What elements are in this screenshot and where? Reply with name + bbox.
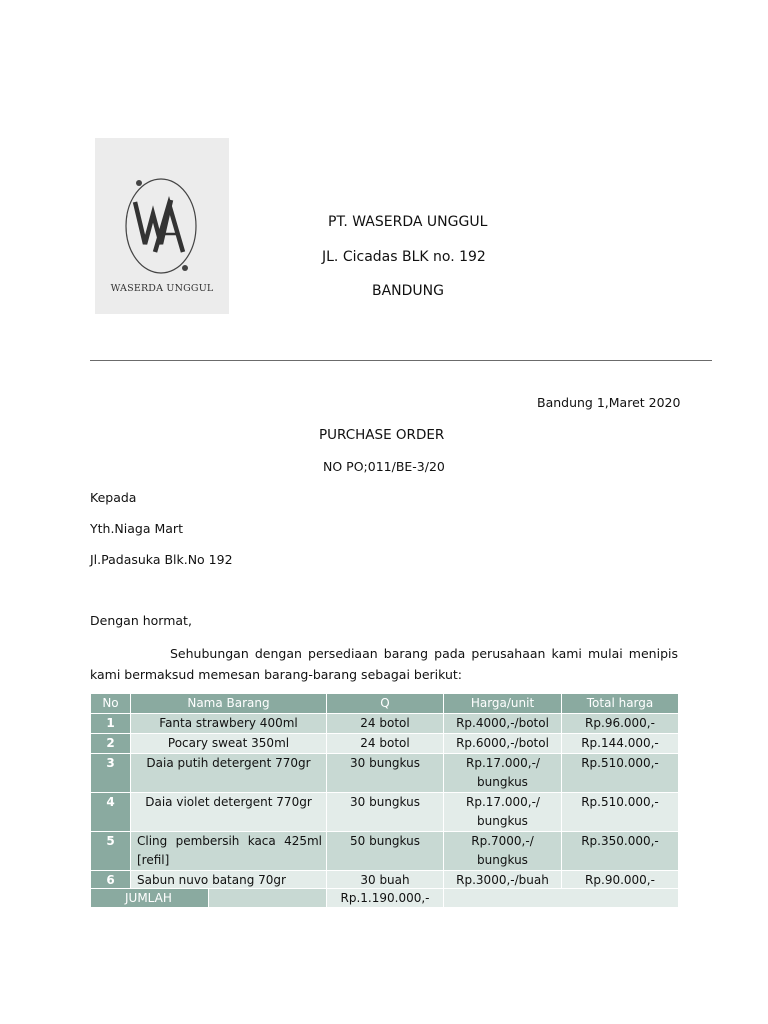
row-qty: 24 botol	[327, 714, 444, 734]
table-row	[91, 793, 679, 832]
header-total: Total harga	[562, 694, 679, 714]
row-name: Pocary sweat 350ml	[131, 734, 327, 754]
row-price: Rp.17.000,-/ bungkus	[444, 754, 562, 793]
header-name: Nama Barang	[131, 694, 327, 714]
row-total: Rp.144.000,-	[562, 734, 679, 754]
recipient-name: Yth.Niaga Mart	[90, 521, 183, 536]
sum-row	[91, 889, 679, 908]
sum-label: JUMLAH	[91, 889, 209, 908]
row-no: 5	[91, 832, 131, 871]
document-title: PURCHASE ORDER	[319, 427, 445, 443]
row-name: Daia putih detergent 770gr	[131, 754, 327, 793]
row-qty: 30 bungkus	[327, 754, 444, 793]
row-total: Rp.510.000,-	[562, 793, 679, 832]
row-price: Rp.17.000,-/ bungkus	[444, 793, 562, 832]
table-header-row	[91, 694, 679, 714]
row-total: Rp.90.000,-	[562, 871, 679, 891]
row-name: Cling pembersih kaca 425ml [refil]	[131, 832, 327, 871]
recipient-to: Kepada	[90, 490, 137, 505]
row-qty: 30 buah	[327, 871, 444, 891]
company-city: BANDUNG	[372, 283, 445, 299]
table-row	[91, 832, 679, 871]
table-row	[91, 734, 679, 754]
company-address: JL. Cicadas BLK no. 192	[322, 249, 486, 265]
row-no: 6	[91, 871, 131, 891]
row-qty: 24 botol	[327, 734, 444, 754]
company-logo	[95, 138, 229, 314]
row-no: 3	[91, 754, 131, 793]
row-no: 4	[91, 793, 131, 832]
row-name: Daia violet detergent 770gr	[131, 793, 327, 832]
row-qty: 50 bungkus	[327, 832, 444, 871]
row-no: 1	[91, 714, 131, 734]
row-price: Rp.4000,-/botol	[444, 714, 562, 734]
document-date: Bandung 1,Maret 2020	[537, 395, 681, 410]
items-table	[90, 693, 679, 891]
greeting: Dengan hormat,	[90, 613, 192, 628]
company-name: PT. WASERDA UNGGUL	[328, 214, 488, 230]
header-no: No	[91, 694, 131, 714]
row-name: Sabun nuvo batang 70gr	[131, 871, 327, 891]
po-number: NO PO;011/BE-3/20	[323, 459, 445, 474]
row-price: Rp.6000,-/botol	[444, 734, 562, 754]
sum-table	[90, 888, 679, 908]
intro-text: Sehubungan dengan persediaan barang pada perusahaan kami mulai menipis kami bermaksud memesan barang-barang sebagai berikut:	[90, 646, 678, 682]
row-price: Rp.3000,-/buah	[444, 871, 562, 891]
row-price: Rp.7000,-/ bungkus	[444, 832, 562, 871]
sum-empty	[444, 889, 679, 908]
row-total: Rp.350.000,-	[562, 832, 679, 871]
header-divider	[90, 360, 712, 361]
row-qty: 30 bungkus	[327, 793, 444, 832]
table-row	[91, 714, 679, 734]
header-price: Harga/unit	[444, 694, 562, 714]
row-name: Fanta strawbery 400ml	[131, 714, 327, 734]
sum-spacer	[209, 889, 327, 908]
recipient-address: Jl.Padasuka Blk.No 192	[90, 552, 233, 567]
logo-text: WASERDA UNGGUL	[110, 283, 214, 294]
row-no: 2	[91, 734, 131, 754]
row-total: Rp.510.000,-	[562, 754, 679, 793]
intro-paragraph	[90, 643, 678, 685]
sum-value: Rp.1.190.000,-	[327, 889, 444, 908]
row-total: Rp.96.000,-	[562, 714, 679, 734]
header-qty: Q	[327, 694, 444, 714]
table-row	[91, 754, 679, 793]
